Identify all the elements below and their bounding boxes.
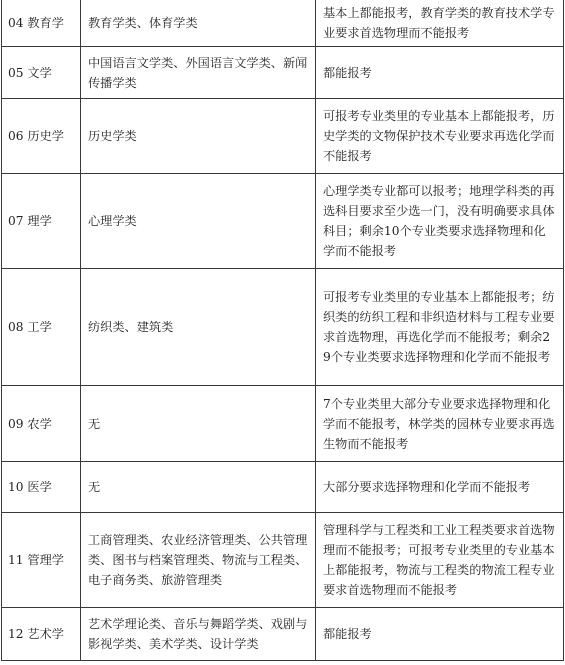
table-row (2, 269, 564, 386)
category-cell: 中国语言文学类、外国语言文学类、新闻传播学类 (81, 47, 316, 99)
discipline-cell: 07 理学 (2, 174, 81, 269)
discipline-cell: 05 文学 (2, 47, 81, 99)
category-cell: 历史学类 (81, 99, 316, 174)
table-row (2, 174, 564, 269)
category-cell: 无 (81, 386, 316, 462)
discipline-cell: 06 历史学 (2, 99, 81, 174)
requirement-cell: 基本上都能报考，教育学类的教育技术学专业要求首选物理而不能报考 (316, 0, 564, 47)
discipline-cell: 04 教育学 (2, 0, 81, 47)
table-row (2, 462, 564, 513)
category-cell: 无 (81, 462, 316, 513)
subject-requirements-table (1, 0, 564, 661)
table-row (2, 608, 564, 661)
table-row (2, 0, 564, 47)
category-cell: 纺织类、建筑类 (81, 269, 316, 386)
category-cell: 艺术学理论类、音乐与舞蹈学类、戏剧与影视学类、美术学类、设计学类 (81, 608, 316, 661)
requirement-cell: 都能报考 (316, 47, 564, 99)
subject-requirements-table-wrapper (1, 0, 563, 661)
requirement-cell: 可报考专业类里的专业基本上都能报考，历史学类的文物保护技术专业要求再选化学而不能报考 (316, 99, 564, 174)
discipline-cell: 08 工学 (2, 269, 81, 386)
discipline-cell: 10 医学 (2, 462, 81, 513)
table-row (2, 513, 564, 608)
discipline-cell: 09 农学 (2, 386, 81, 462)
category-cell: 教育学类、体育学类 (81, 0, 316, 47)
discipline-cell: 11 管理学 (2, 513, 81, 608)
requirement-cell: 都能报考 (316, 608, 564, 661)
table-row (2, 47, 564, 99)
requirement-cell: 管理科学与工程类和工业工程类要求首选物理而不能报考；可报考专业类里的专业基本上都能报考，物流与工程类的物流工程专业要求首选物理而不能报考 (316, 513, 564, 608)
requirement-cell: 大部分要求选择物理和化学而不能报考 (316, 462, 564, 513)
requirement-cell: 可报考专业类里的专业基本上都能报考；纺织类的纺织工程和非织造材料与工程专业要求首选物理，再选化学而不能报考；剩余29个专业类要求选择物理和化学而不能报考 (316, 269, 564, 386)
table-row (2, 99, 564, 174)
table-row (2, 386, 564, 462)
requirement-cell: 7个专业类里大部分专业要求选择物理和化学而不能报考，林学类的园林专业要求再选生物而不能报考 (316, 386, 564, 462)
category-cell: 心理学类 (81, 174, 316, 269)
requirement-cell: 心理学类专业都可以报考；地理学科类的再选科目要求至少选一门，没有明确要求具体科目；剩余10个专业类要求选择物理和化学而不能报考 (316, 174, 564, 269)
category-cell: 工商管理类、农业经济管理类、公共管理类、图书与档案管理类、物流与工程类、电子商务类、旅游管理类 (81, 513, 316, 608)
discipline-cell: 12 艺术学 (2, 608, 81, 661)
